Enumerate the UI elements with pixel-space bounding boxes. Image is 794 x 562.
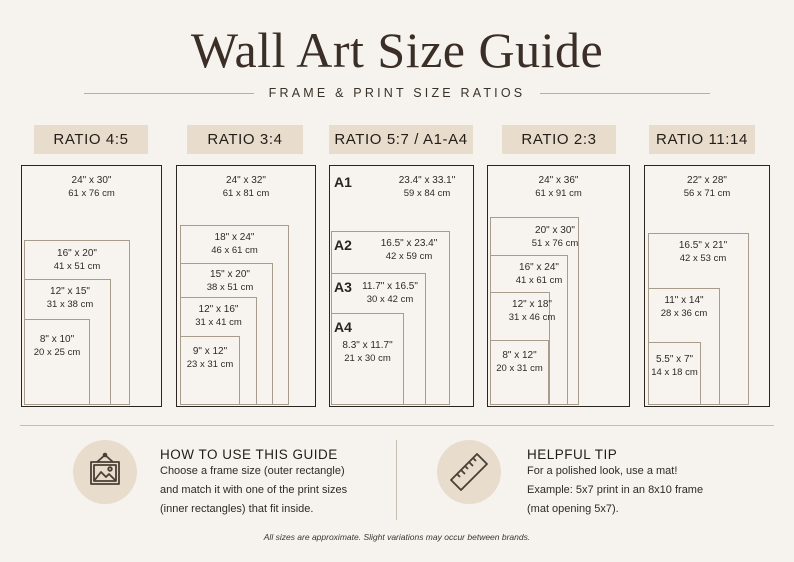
subtitle-row — [84, 84, 710, 102]
framed-picture-icon — [73, 440, 137, 504]
print-size-label: 20" x 30" 51 x 76 cm — [531, 225, 579, 249]
ratio-label-5-7: RATIO 5:7 / A1-A4 — [329, 125, 473, 154]
print-size-label: 16" x 24" 41 x 61 cm — [515, 262, 563, 286]
ruler-icon — [437, 440, 501, 504]
how-to-icon-circle — [73, 440, 137, 504]
page-title: Wall Art Size Guide — [190, 22, 604, 78]
print-size-label: 12" x 18" 31 x 46 cm — [508, 299, 556, 323]
print-size-label: 16.5" x 23.4" 42 x 59 cm — [380, 238, 438, 262]
print-size-label: 16" x 20" 41 x 51 cm — [53, 248, 101, 272]
a4-label: A4 — [334, 319, 352, 335]
section-divider — [20, 425, 774, 426]
how-to-text: Choose a frame size (outer rectangle) and match it with one of the print sizes (inner rectangles) that fit inside. — [160, 465, 348, 515]
footnote: All sizes are approximate. Slight variations may occur between brands. — [263, 532, 531, 542]
print-rect — [24, 319, 90, 405]
print-size-label: 11" x 14" 28 x 36 cm — [660, 295, 708, 319]
frame-size-label: 22" x 28" 56 x 71 cm — [683, 175, 731, 199]
a3-label: A3 — [334, 279, 352, 295]
print-size-label: 5.5" x 7" 14 x 18 cm — [651, 354, 698, 378]
ratio-label-4-5: RATIO 4:5 — [34, 125, 148, 154]
how-to-title: HOW TO USE THIS GUIDE — [160, 447, 338, 462]
tip-text: For a polished look, use a mat! Example: 5x7 print in an 8x10 frame (mat opening 5x7). — [527, 465, 704, 515]
print-size-label: 11.7" x 16.5" 30 x 42 cm — [362, 281, 418, 305]
ratio-label-11-14: RATIO 11:14 — [649, 125, 755, 154]
a2-label: A2 — [334, 237, 352, 253]
frame-size-label: 24" x 30" 61 x 76 cm — [68, 175, 115, 199]
print-size-label: 8" x 12" 20 x 31 cm — [496, 350, 543, 374]
print-size-label: 8" x 10" 20 x 25 cm — [33, 334, 81, 358]
page-subtitle: FRAME & PRINT SIZE RATIOS — [259, 86, 536, 100]
tip-title: HELPFUL TIP — [527, 447, 618, 462]
print-size-label: 12" x 15" 31 x 38 cm — [46, 286, 94, 310]
frame-size-label: 23.4" x 33.1" 59 x 84 cm — [398, 175, 456, 199]
column-divider — [396, 440, 397, 520]
a1-label: A1 — [334, 174, 352, 190]
frame-size-label: 24" x 32" 61 x 81 cm — [222, 175, 270, 199]
print-size-label: 16.5" x 21" 42 x 53 cm — [678, 240, 728, 264]
print-size-label: 8.3" x 11.7" 21 x 30 cm — [342, 340, 393, 364]
tip-icon-circle — [437, 440, 501, 504]
frame-size-label: 24" x 36" 61 x 91 cm — [535, 175, 582, 199]
print-size-label: 15" x 20" 38 x 51 cm — [206, 269, 254, 293]
print-size-label: 12" x 16" 31 x 41 cm — [195, 304, 242, 328]
ratio-label-2-3: RATIO 2:3 — [502, 125, 616, 154]
ratio-label-3-4: RATIO 3:4 — [187, 125, 303, 154]
print-size-label: 18" x 24" 46 x 61 cm — [211, 232, 258, 256]
print-size-label: 9" x 12" 23 x 31 cm — [186, 346, 234, 370]
